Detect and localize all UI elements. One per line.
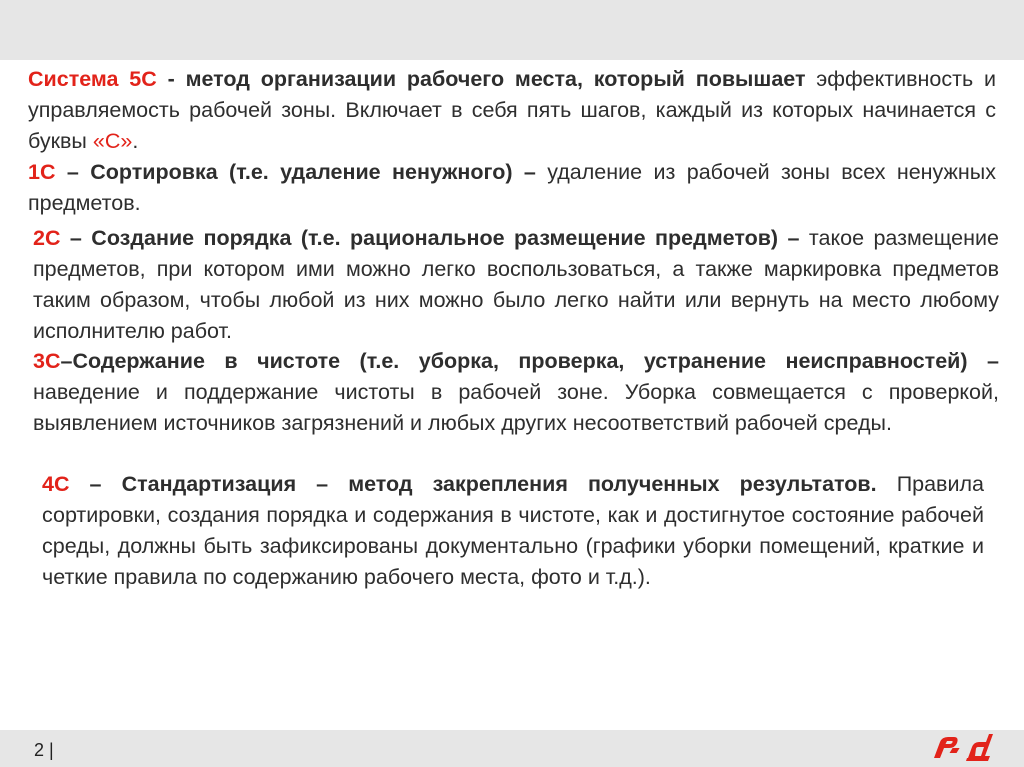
intro-bold-text: - метод организации рабочего места, который повышает: [156, 67, 806, 91]
letter-c: «С»: [92, 129, 133, 153]
footer-bar: [0, 730, 1024, 767]
intro-text: эффективность и управляемость рабочей зоны. Включает в себя пять шагов, каждый из которых начинается с буквы: [28, 67, 996, 153]
step-1: [28, 157, 996, 219]
header-bar: [0, 0, 1024, 60]
step-3-number: 3С: [33, 349, 61, 373]
step-1-number: 1С: [28, 160, 56, 184]
intro-end: .: [132, 129, 139, 153]
step-2: [33, 223, 999, 347]
system-term: Система 5С: [28, 67, 157, 91]
step-2-title: – Создание порядка (т.е. рациональное размещение предметов) –: [60, 226, 800, 250]
step-2-text: такое размещение предметов, при котором ими можно легко воспользоваться, а также маркировка предметов таким образом, чтобы любой из них можно было легко найти или вернуть на место любому исполнителю работ.: [33, 226, 999, 343]
step-4-number: 4С: [42, 472, 70, 496]
step-1-text: удаление из рабочей зоны всех ненужных предметов.: [28, 160, 996, 215]
intro-paragraph: [28, 64, 996, 219]
step-4-title: – Стандартизация – метод закрепления полученных результатов.: [69, 472, 877, 496]
step-3-title: –Содержание в чистоте (т.е. уборка, проверка, устранение неисправностей) –: [60, 349, 999, 373]
step-3-text: наведение и поддержание чистоты в рабочей зоне. Уборка совмещается с проверкой, выявлением источников загрязнений и любых других несоответствий рабочей среды.: [33, 380, 999, 435]
step-4-text: Правила сортировки, создания порядка и содержания в чистоте, как и достигнутое состояние рабочей среды, должны быть зафиксированы документально (графики уборки помещений, краткие и четкие правила по содержанию рабочего места, фото и т.д.).: [42, 472, 984, 589]
step-1-title: – Сортировка (т.е. удаление ненужного) –: [55, 160, 536, 184]
step-3: [33, 346, 999, 439]
step-4: [42, 469, 984, 593]
step-2-number: 2С: [33, 226, 61, 250]
page-number: 2 |: [34, 740, 54, 760]
rzd-logo-icon: [930, 732, 994, 762]
